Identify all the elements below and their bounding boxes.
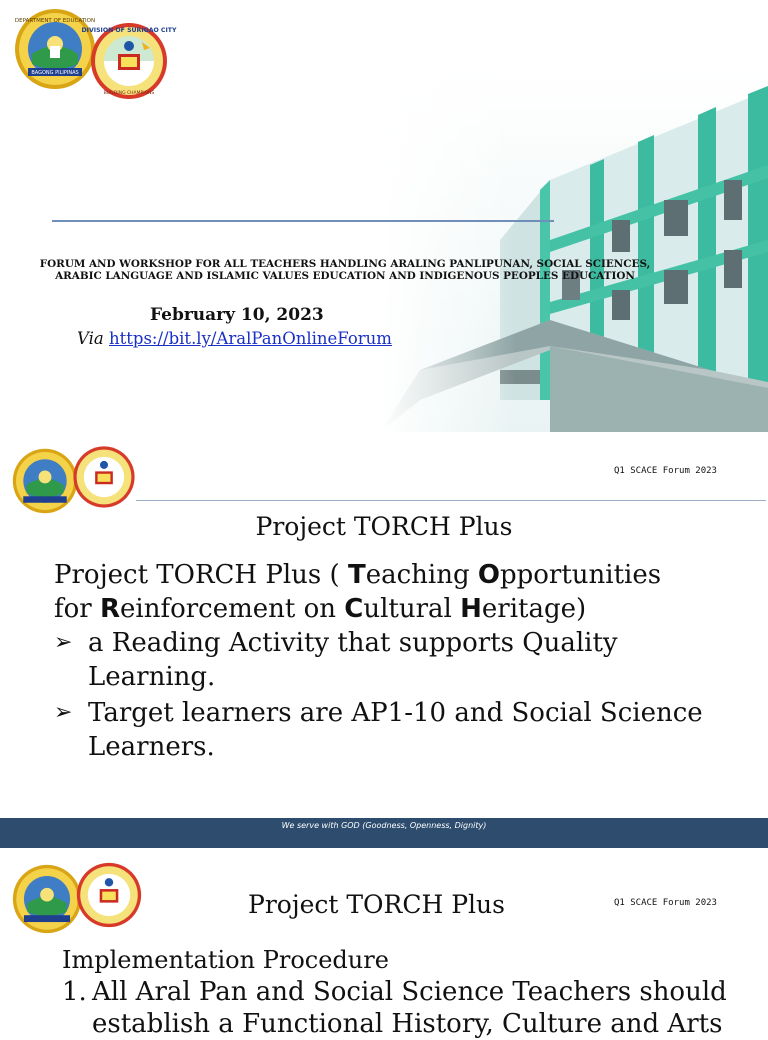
header-forum-label: Q1 SCACE Forum 2023 xyxy=(614,466,717,476)
item-text-line-1: All Aral Pan and Social Science Teachers should xyxy=(92,977,727,1007)
division-seal-logo xyxy=(81,20,177,102)
slide-project-torch-intro xyxy=(0,432,768,848)
forum-link[interactable]: https://bit.ly/AralPanOnlineForum xyxy=(109,329,392,348)
deped-seal-logo xyxy=(14,8,96,90)
acronym-o: O xyxy=(477,560,500,590)
acronym-r: R xyxy=(99,594,121,624)
arrow-bullet-icon: ➢ xyxy=(54,700,73,725)
bullet-text: a Reading Activity that supports Quality Learning. xyxy=(88,628,618,692)
acronym-t: T xyxy=(347,560,366,590)
item-number: 1. xyxy=(62,977,87,1007)
forum-title xyxy=(0,258,690,282)
bullet-item-2 xyxy=(54,696,704,764)
deped-seal-logo-small xyxy=(12,864,82,934)
slide-title: Project TORCH Plus xyxy=(248,890,505,919)
footer-band xyxy=(0,818,768,848)
section-heading: Implementation Procedure xyxy=(62,946,389,974)
title-divider-line xyxy=(52,220,554,222)
bullet-list xyxy=(54,626,704,764)
division-seal-logo-small xyxy=(76,860,142,930)
bullet-item-1 xyxy=(54,626,704,694)
header-divider-line xyxy=(136,500,766,501)
deped-banner-text: BAGONG PILIPINAS xyxy=(31,70,79,76)
division-bottom-text: BUILDING CHAMPIONS xyxy=(103,91,155,96)
bullet-text: Target learners are AP1-10 and Social Science Learners. xyxy=(88,698,703,762)
via-label: Via xyxy=(77,329,104,348)
slide-implementation-procedure xyxy=(0,848,768,1039)
deped-seal-logo-small xyxy=(12,448,78,514)
division-ring-text: DIVISION OF SURIGAO CITY xyxy=(81,27,177,34)
acronym-h: H xyxy=(460,594,482,624)
header-forum-label: Q1 SCACE Forum 2023 xyxy=(614,898,717,908)
arrow-bullet-icon: ➢ xyxy=(54,630,73,655)
deped-ring-text: DEPARTMENT OF EDUCATION xyxy=(14,18,96,24)
event-link-line xyxy=(77,329,392,348)
school-building-image xyxy=(380,70,768,432)
forum-title-line-2: ARABIC LANGUAGE AND ISLAMIC VALUES EDUCATION AND INDIGENOUS PEOPLES EDUCATION xyxy=(55,270,635,282)
acronym-c: C xyxy=(344,594,364,624)
event-date: February 10, 2023 xyxy=(150,305,324,325)
item-text-line-2: establish a Functional History, Culture and Arts xyxy=(92,1009,723,1039)
division-seal-logo-small xyxy=(72,444,136,510)
definition-line-1: Project TORCH Plus ( Teaching Opportunities xyxy=(54,560,662,590)
forum-title-line-1: FORUM AND WORKSHOP FOR ALL TEACHERS HANDLING ARALING PANLIPUNAN, SOCIAL SCIENCES, xyxy=(39,258,651,270)
project-definition xyxy=(54,558,754,626)
slide-title: Project TORCH Plus xyxy=(255,512,513,541)
footer-motto: We serve with GOD (Goodness, Openness, Dignity) xyxy=(281,821,487,830)
definition-line-2: for Reinforcement on Cultural Heritage) xyxy=(54,594,587,624)
procedure-item-1 xyxy=(62,976,762,1040)
slide-forum-cover xyxy=(0,0,768,432)
